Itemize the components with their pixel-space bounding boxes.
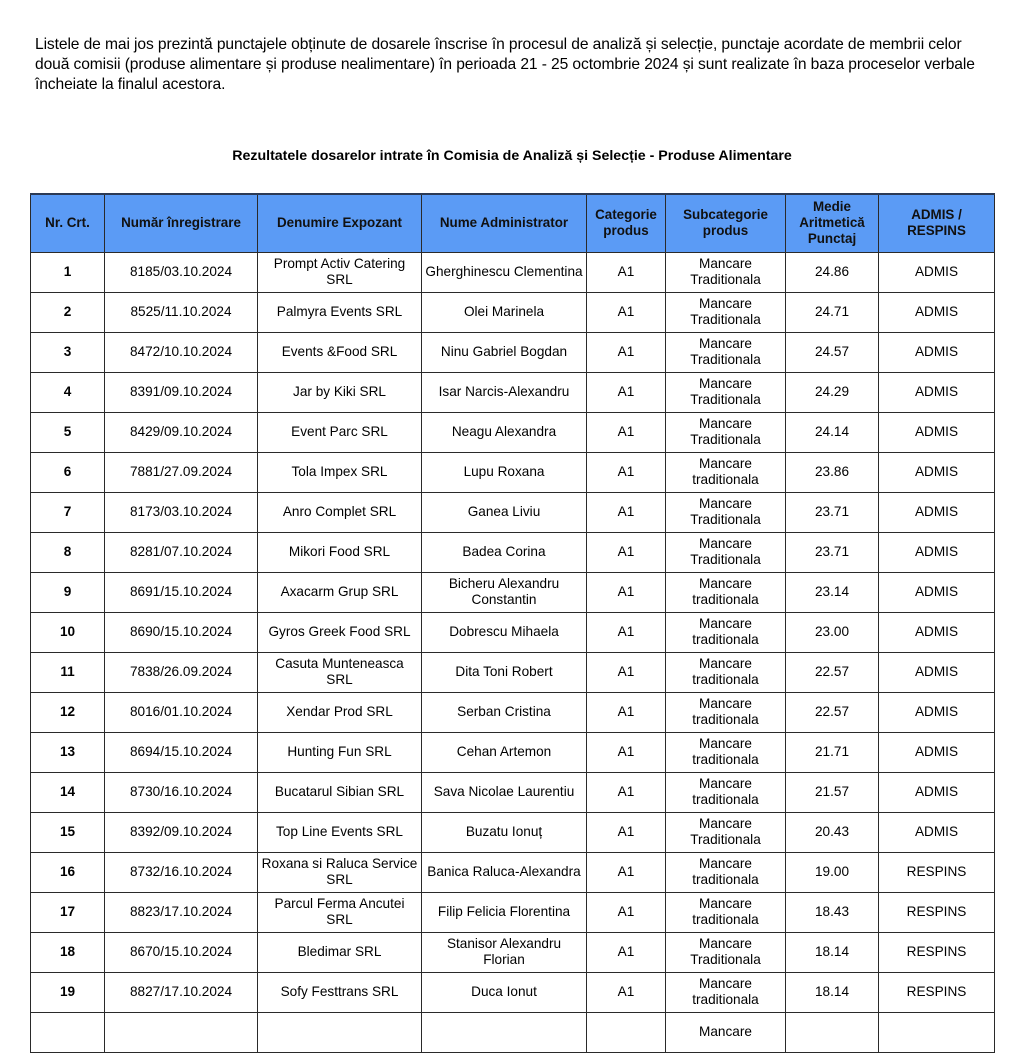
cell-registration: 8730/16.10.2024 — [105, 772, 258, 812]
cell-administrator: Isar Narcis-Alexandru — [422, 372, 587, 412]
cell-status: RESPINS — [879, 852, 995, 892]
table-row — [31, 292, 995, 332]
results-table — [30, 193, 995, 1053]
cell-category — [587, 1012, 666, 1052]
cell-average-score: 24.29 — [786, 372, 879, 412]
cell-exhibitor: Gyros Greek Food SRL — [258, 612, 422, 652]
table-row — [31, 772, 995, 812]
cell-status: RESPINS — [879, 932, 995, 972]
cell-average-score: 23.86 — [786, 452, 879, 492]
cell-exhibitor: Tola Impex SRL — [258, 452, 422, 492]
col-header-exhibitor: Denumire Expozant — [258, 194, 422, 252]
col-header-administrator: Nume Administrator — [422, 194, 587, 252]
cell-exhibitor: Anro Complet SRL — [258, 492, 422, 532]
cell-registration: 8281/07.10.2024 — [105, 532, 258, 572]
table-row — [31, 732, 995, 772]
cell-status: ADMIS — [879, 372, 995, 412]
cell-status: ADMIS — [879, 452, 995, 492]
cell-average-score: 21.57 — [786, 772, 879, 812]
table-row — [31, 532, 995, 572]
cell-category: A1 — [587, 252, 666, 292]
cell-nr: 12 — [31, 692, 105, 732]
cell-exhibitor: Prompt Activ Catering SRL — [258, 252, 422, 292]
cell-category: A1 — [587, 412, 666, 452]
cell-category: A1 — [587, 692, 666, 732]
cell-category: A1 — [587, 732, 666, 772]
cell-subcategory: Mancare — [666, 1012, 786, 1052]
cell-average-score: 18.14 — [786, 972, 879, 1012]
cell-subcategory: Mancare Traditionala — [666, 292, 786, 332]
table-row — [31, 692, 995, 732]
cell-category: A1 — [587, 532, 666, 572]
cell-administrator: Sava Nicolae Laurentiu — [422, 772, 587, 812]
cell-status: ADMIS — [879, 652, 995, 692]
col-header-subcategory: Subcategorie produs — [666, 194, 786, 252]
cell-nr: 4 — [31, 372, 105, 412]
table-row — [31, 332, 995, 372]
cell-nr: 13 — [31, 732, 105, 772]
cell-exhibitor: Event Parc SRL — [258, 412, 422, 452]
cell-category: A1 — [587, 572, 666, 612]
cell-average-score: 20.43 — [786, 812, 879, 852]
cell-subcategory: Mancare traditionala — [666, 572, 786, 612]
cell-subcategory: Mancare traditionala — [666, 972, 786, 1012]
cell-category: A1 — [587, 332, 666, 372]
cell-nr: 8 — [31, 532, 105, 572]
cell-average-score: 22.57 — [786, 652, 879, 692]
cell-exhibitor: Parcul Ferma Ancutei SRL — [258, 892, 422, 932]
cell-nr: 19 — [31, 972, 105, 1012]
cell-registration: 8185/03.10.2024 — [105, 252, 258, 292]
cell-administrator: Neagu Alexandra — [422, 412, 587, 452]
cell-category: A1 — [587, 652, 666, 692]
cell-registration — [105, 1012, 258, 1052]
cell-administrator: Serban Cristina — [422, 692, 587, 732]
cell-registration: 8391/09.10.2024 — [105, 372, 258, 412]
cell-status: ADMIS — [879, 772, 995, 812]
cell-exhibitor: Bucatarul Sibian SRL — [258, 772, 422, 812]
cell-category: A1 — [587, 492, 666, 532]
cell-average-score: 24.86 — [786, 252, 879, 292]
cell-administrator: Bicheru Alexandru Constantin — [422, 572, 587, 612]
cell-registration: 8690/15.10.2024 — [105, 612, 258, 652]
cell-subcategory: Mancare traditionala — [666, 732, 786, 772]
cell-administrator: Dita Toni Robert — [422, 652, 587, 692]
cell-category: A1 — [587, 372, 666, 412]
cell-status — [879, 1012, 995, 1052]
cell-category: A1 — [587, 612, 666, 652]
cell-subcategory: Mancare traditionala — [666, 452, 786, 492]
cell-registration: 7881/27.09.2024 — [105, 452, 258, 492]
cell-category: A1 — [587, 972, 666, 1012]
cell-nr: 18 — [31, 932, 105, 972]
table-row — [31, 252, 995, 292]
table-row — [31, 1012, 995, 1052]
table-row — [31, 612, 995, 652]
cell-status: ADMIS — [879, 252, 995, 292]
table-title: Rezultatele dosarelor intrate în Comisia de Analiză și Selecție - Produse Alimentare — [232, 148, 792, 164]
cell-nr: 7 — [31, 492, 105, 532]
table-row — [31, 892, 995, 932]
cell-category: A1 — [587, 852, 666, 892]
cell-administrator: Badea Corina — [422, 532, 587, 572]
cell-status: ADMIS — [879, 812, 995, 852]
cell-average-score: 23.71 — [786, 532, 879, 572]
cell-exhibitor: Mikori Food SRL — [258, 532, 422, 572]
cell-exhibitor: Sofy Festtrans SRL — [258, 972, 422, 1012]
cell-registration: 8827/17.10.2024 — [105, 972, 258, 1012]
cell-exhibitor: Top Line Events SRL — [258, 812, 422, 852]
cell-nr: 11 — [31, 652, 105, 692]
cell-nr: 1 — [31, 252, 105, 292]
cell-exhibitor: Bledimar SRL — [258, 932, 422, 972]
cell-administrator: Stanisor Alexandru Florian — [422, 932, 587, 972]
cell-nr: 15 — [31, 812, 105, 852]
cell-registration: 8694/15.10.2024 — [105, 732, 258, 772]
cell-category: A1 — [587, 772, 666, 812]
cell-status: RESPINS — [879, 892, 995, 932]
cell-nr: 6 — [31, 452, 105, 492]
cell-subcategory: Mancare traditionala — [666, 772, 786, 812]
cell-status: ADMIS — [879, 572, 995, 612]
cell-nr: 16 — [31, 852, 105, 892]
cell-registration: 8525/11.10.2024 — [105, 292, 258, 332]
cell-status: ADMIS — [879, 492, 995, 532]
cell-administrator: Ganea Liviu — [422, 492, 587, 532]
table-row — [31, 932, 995, 972]
cell-nr: 9 — [31, 572, 105, 612]
cell-nr: 14 — [31, 772, 105, 812]
cell-nr: 3 — [31, 332, 105, 372]
cell-exhibitor: Events &Food SRL — [258, 332, 422, 372]
cell-registration: 8392/09.10.2024 — [105, 812, 258, 852]
cell-subcategory: Mancare Traditionala — [666, 932, 786, 972]
col-header-category: Categorie produs — [587, 194, 666, 252]
cell-administrator: Cehan Artemon — [422, 732, 587, 772]
table-row — [31, 372, 995, 412]
cell-average-score: 23.00 — [786, 612, 879, 652]
table-row — [31, 492, 995, 532]
cell-administrator: Duca Ionut — [422, 972, 587, 1012]
col-header-registration: Număr înregistrare — [105, 194, 258, 252]
table-row — [31, 452, 995, 492]
cell-category: A1 — [587, 932, 666, 972]
cell-status: ADMIS — [879, 612, 995, 652]
cell-average-score: 18.43 — [786, 892, 879, 932]
cell-exhibitor: Xendar Prod SRL — [258, 692, 422, 732]
cell-exhibitor — [258, 1012, 422, 1052]
col-header-nr: Nr. Crt. — [31, 194, 105, 252]
cell-exhibitor: Jar by Kiki SRL — [258, 372, 422, 412]
table-row — [31, 412, 995, 452]
cell-exhibitor: Palmyra Events SRL — [258, 292, 422, 332]
cell-administrator: Gherghinescu Clementina — [422, 252, 587, 292]
cell-average-score: 19.00 — [786, 852, 879, 892]
cell-registration: 8823/17.10.2024 — [105, 892, 258, 932]
col-header-average-score: Medie Aritmetică Punctaj — [786, 194, 879, 252]
cell-subcategory: Mancare traditionala — [666, 652, 786, 692]
cell-subcategory: Mancare Traditionala — [666, 532, 786, 572]
cell-administrator: Dobrescu Mihaela — [422, 612, 587, 652]
cell-category: A1 — [587, 292, 666, 332]
cell-subcategory: Mancare Traditionala — [666, 812, 786, 852]
cell-registration: 7838/26.09.2024 — [105, 652, 258, 692]
cell-status: ADMIS — [879, 532, 995, 572]
cell-category: A1 — [587, 812, 666, 852]
cell-nr: 5 — [31, 412, 105, 452]
table-header-row — [31, 194, 995, 252]
cell-subcategory: Mancare traditionala — [666, 612, 786, 652]
cell-administrator: Lupu Roxana — [422, 452, 587, 492]
cell-exhibitor: Casuta Munteneasca SRL — [258, 652, 422, 692]
cell-status: ADMIS — [879, 692, 995, 732]
cell-nr — [31, 1012, 105, 1052]
table-row — [31, 652, 995, 692]
cell-status: ADMIS — [879, 292, 995, 332]
cell-subcategory: Mancare Traditionala — [666, 252, 786, 292]
cell-registration: 8670/15.10.2024 — [105, 932, 258, 972]
cell-administrator: Filip Felicia Florentina — [422, 892, 587, 932]
cell-registration: 8691/15.10.2024 — [105, 572, 258, 612]
intro-paragraph: Listele de mai jos prezintă punctajele obținute de dosarele înscrise în procesul de analiză și selecție, punctaje acordate de membrii celor două comisii (produse alimentare și produse nealimentare) în perioada 21 - 25 octombrie 2024 și sunt realizate în baza proceselor verbale încheiate la finalul acestora. — [35, 36, 975, 93]
cell-registration: 8732/16.10.2024 — [105, 852, 258, 892]
cell-average-score: 23.71 — [786, 492, 879, 532]
cell-administrator: Buzatu Ionuț — [422, 812, 587, 852]
cell-subcategory: Mancare Traditionala — [666, 492, 786, 532]
cell-administrator: Banica Raluca-Alexandra — [422, 852, 587, 892]
cell-status: RESPINS — [879, 972, 995, 1012]
table-row — [31, 812, 995, 852]
cell-subcategory: Mancare Traditionala — [666, 332, 786, 372]
cell-subcategory: Mancare Traditionala — [666, 412, 786, 452]
cell-registration: 8429/09.10.2024 — [105, 412, 258, 452]
cell-category: A1 — [587, 892, 666, 932]
cell-registration: 8016/01.10.2024 — [105, 692, 258, 732]
cell-subcategory: Mancare traditionala — [666, 892, 786, 932]
cell-registration: 8173/03.10.2024 — [105, 492, 258, 532]
cell-subcategory: Mancare traditionala — [666, 692, 786, 732]
cell-registration: 8472/10.10.2024 — [105, 332, 258, 372]
cell-average-score: 18.14 — [786, 932, 879, 972]
col-header-status: ADMIS / RESPINS — [879, 194, 995, 252]
cell-average-score: 24.71 — [786, 292, 879, 332]
cell-average-score: 24.57 — [786, 332, 879, 372]
cell-exhibitor: Roxana si Raluca Service SRL — [258, 852, 422, 892]
table-row — [31, 852, 995, 892]
table-body — [31, 252, 995, 1052]
cell-average-score: 23.14 — [786, 572, 879, 612]
cell-average-score: 21.71 — [786, 732, 879, 772]
cell-exhibitor: Axacarm Grup SRL — [258, 572, 422, 612]
cell-administrator: Olei Marinela — [422, 292, 587, 332]
cell-status: ADMIS — [879, 332, 995, 372]
cell-nr: 2 — [31, 292, 105, 332]
cell-status: ADMIS — [879, 732, 995, 772]
table-row — [31, 972, 995, 1012]
cell-average-score: 22.57 — [786, 692, 879, 732]
cell-exhibitor: Hunting Fun SRL — [258, 732, 422, 772]
cell-nr: 10 — [31, 612, 105, 652]
cell-subcategory: Mancare Traditionala — [666, 372, 786, 412]
cell-subcategory: Mancare traditionala — [666, 852, 786, 892]
cell-administrator — [422, 1012, 587, 1052]
table-row — [31, 572, 995, 612]
cell-category: A1 — [587, 452, 666, 492]
cell-status: ADMIS — [879, 412, 995, 452]
cell-nr: 17 — [31, 892, 105, 932]
cell-average-score: 24.14 — [786, 412, 879, 452]
cell-average-score — [786, 1012, 879, 1052]
cell-administrator: Ninu Gabriel Bogdan — [422, 332, 587, 372]
